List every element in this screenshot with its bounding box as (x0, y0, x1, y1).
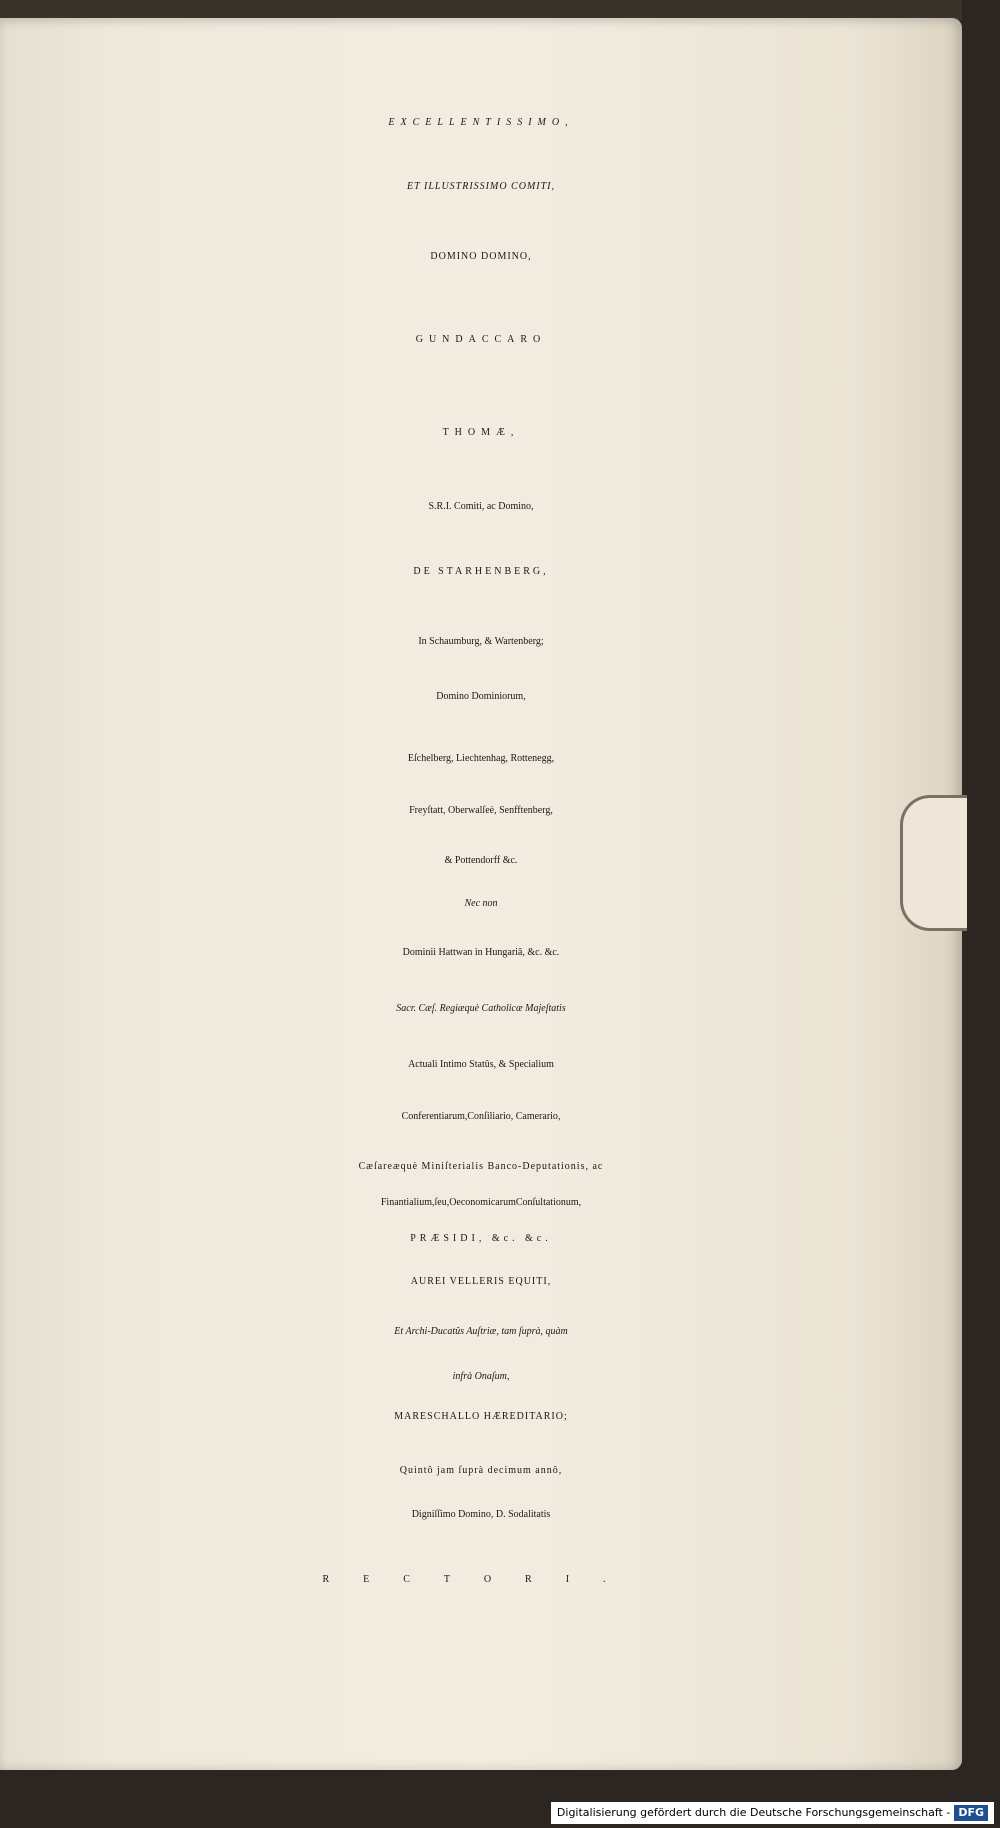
digitization-credit (551, 1802, 994, 1824)
line-caesareaeque: Cæſareæquè Miniſterialis Banco-Deputationis, ac (358, 1161, 604, 1172)
line-archi-ducatus: Et Archi-Ducatûs Auſtriæ, tam ſuprà, quàm (394, 1326, 568, 1337)
line-thomae: THOMÆ, (442, 427, 520, 438)
line-sri-comiti: S.R.I. Comiti, ac Domino, (428, 501, 534, 512)
line-gundaccaro: GUNDACCARO (415, 334, 547, 345)
line-dominii-hattwan: Dominii Hattwan in Hungariâ, &c. &c. (402, 947, 560, 958)
line-de-starhenberg: DE STARHENBERG, (413, 566, 549, 577)
line-freystatt: Freyſtatt, Oberwalſeè, Senfftenberg, (409, 805, 553, 816)
line-actuali-intimo: Actuali Intimo Statûs, & Specialium (408, 1059, 554, 1070)
line-schaumburg: In Schaumburg, & Wartenberg; (418, 636, 544, 647)
line-excellentissimo: EXCELLENTISSIMO, (388, 117, 574, 128)
line-conferentiarum: Conferentiarum,Conſiliario, Camerario, (401, 1111, 561, 1122)
line-praesidi: PRÆSIDI, &c. &c. (410, 1233, 552, 1244)
credit-text: Digitalisierung gefördert durch die Deutsche Forschungsgemeinschaft - (556, 1806, 951, 1819)
dfg-logo: DFG (954, 1805, 988, 1821)
line-sacr-caes: Sacr. Cæſ. Regiæquè Catholicæ Majeſtatis (396, 1003, 566, 1014)
line-mareschallo: MARESCHALLO HÆREDITARIO; (394, 1411, 568, 1422)
line-infra-onasum: infrà Onaſum, (452, 1371, 510, 1382)
book-top-edge (0, 0, 962, 20)
line-rectori: RECTORI. (322, 1574, 640, 1585)
line-domino-dominiorum: Domino Dominiorum, (436, 691, 526, 702)
line-domino-domino: DOMINO DOMINO, (430, 251, 532, 262)
line-pottendorff: & Pottendorff &c. (444, 855, 518, 866)
line-quinto-jam: Quintô jam ſuprà decimum annô, (399, 1465, 563, 1476)
line-eschelberg: Eſchelberg, Liechtenhag, Rottenegg, (407, 753, 555, 764)
line-aurei-velleris: AUREI VELLERIS EQUITI, (410, 1276, 552, 1287)
line-dignissimo: Digniſſimo Domino, D. Sodalitatis (411, 1509, 551, 1520)
line-finantialium: Finantialium,ſeu,OeconomicarumConſultationum, (380, 1197, 582, 1208)
line-nec-non: Nec non (464, 898, 498, 909)
line-illustrissimo: ET ILLUSTRISSIMO COMITI, (407, 181, 555, 192)
